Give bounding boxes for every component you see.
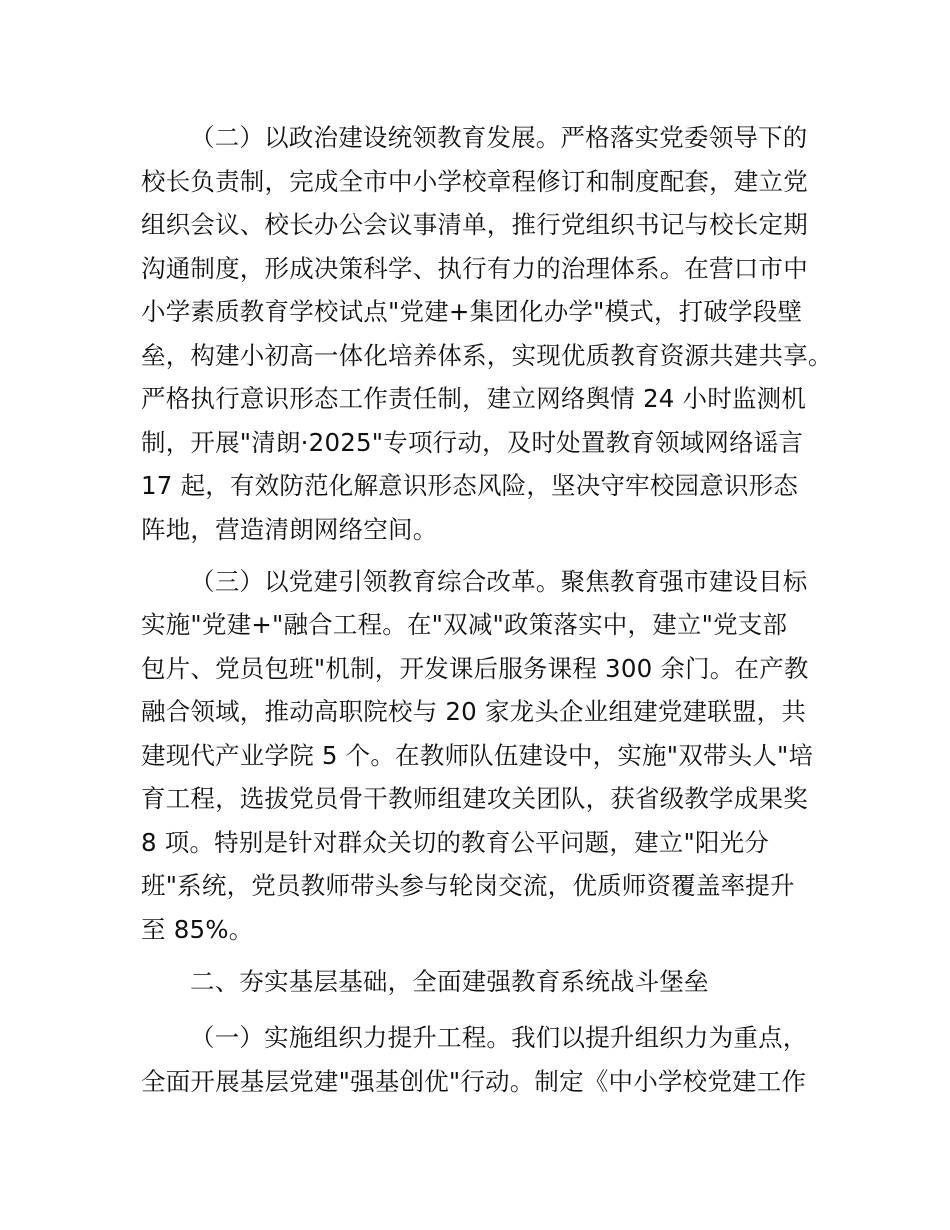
text-line: 班"系统，党员教师带头参与轮岗交流，优质师资覆盖率提升 bbox=[141, 871, 795, 900]
text-line: 融合领域，推动高职院校与 20 家龙头企业组建党建联盟，共 bbox=[141, 697, 807, 726]
text-line: 全面开展基层党建"强基创优"行动。制定《中小学校党建工作 bbox=[141, 1067, 807, 1096]
text-line: 育工程，选拔党员骨干教师组建攻关团队，获省级教学成果奖 bbox=[141, 784, 808, 813]
text-line: 制，开展"清朗·2025"专项行动，及时处置教育领域网络谣言 bbox=[141, 428, 804, 457]
text-line: 包片、党员包班"机制，开发课后服务课程 300 余门。在产教 bbox=[141, 654, 809, 683]
text-line: 建现代产业学院 5 个。在教师队伍建设中，实施"双带头人"培 bbox=[141, 741, 814, 770]
text-line: 17 起，有效防范化解意识形态风险，坚决守牢校园意识形态 bbox=[141, 471, 799, 500]
text-line: 沟通制度，形成决策科学、执行有力的治理体系。在营口市中 bbox=[141, 254, 808, 283]
text-line: 小学素质教育学校试点"党建+集团化办学"模式，打破学段壁 bbox=[141, 297, 803, 326]
text-line: （三）以党建引领教育综合改革。聚焦教育强市建设目标 bbox=[190, 567, 808, 596]
text-line: 校长负责制，完成全市中小学校章程修订和制度配套，建立党 bbox=[141, 167, 808, 196]
text-line: 垒，构建小初高一体化培养体系，实现优质教育资源共建共享。 bbox=[141, 341, 833, 370]
text-line: （二）以政治建设统领教育发展。严格落实党委领导下的 bbox=[190, 123, 808, 152]
text-line: 至 85%。 bbox=[141, 915, 254, 944]
text-line: 组织会议、校长办公会议事清单，推行党组织书记与校长定期 bbox=[141, 210, 808, 239]
text-line: （一）实施组织力提升工程。我们以提升组织力为重点， bbox=[190, 1023, 808, 1052]
text-line: 实施"党建+"融合工程。在"双减"政策落实中，建立"党支部 bbox=[141, 610, 788, 639]
text-line: 严格执行意识形态工作责任制，建立网络舆情 24 小时监测机 bbox=[141, 384, 807, 413]
section-heading: 二、夯实基层基础，全面建强教育系统战斗堡垒 bbox=[190, 967, 709, 996]
text-line: 8 项。特别是针对群众关切的教育公平问题，建立"阳光分 bbox=[141, 828, 770, 857]
text-line: 阵地，营造清朗网络空间。 bbox=[141, 515, 438, 544]
